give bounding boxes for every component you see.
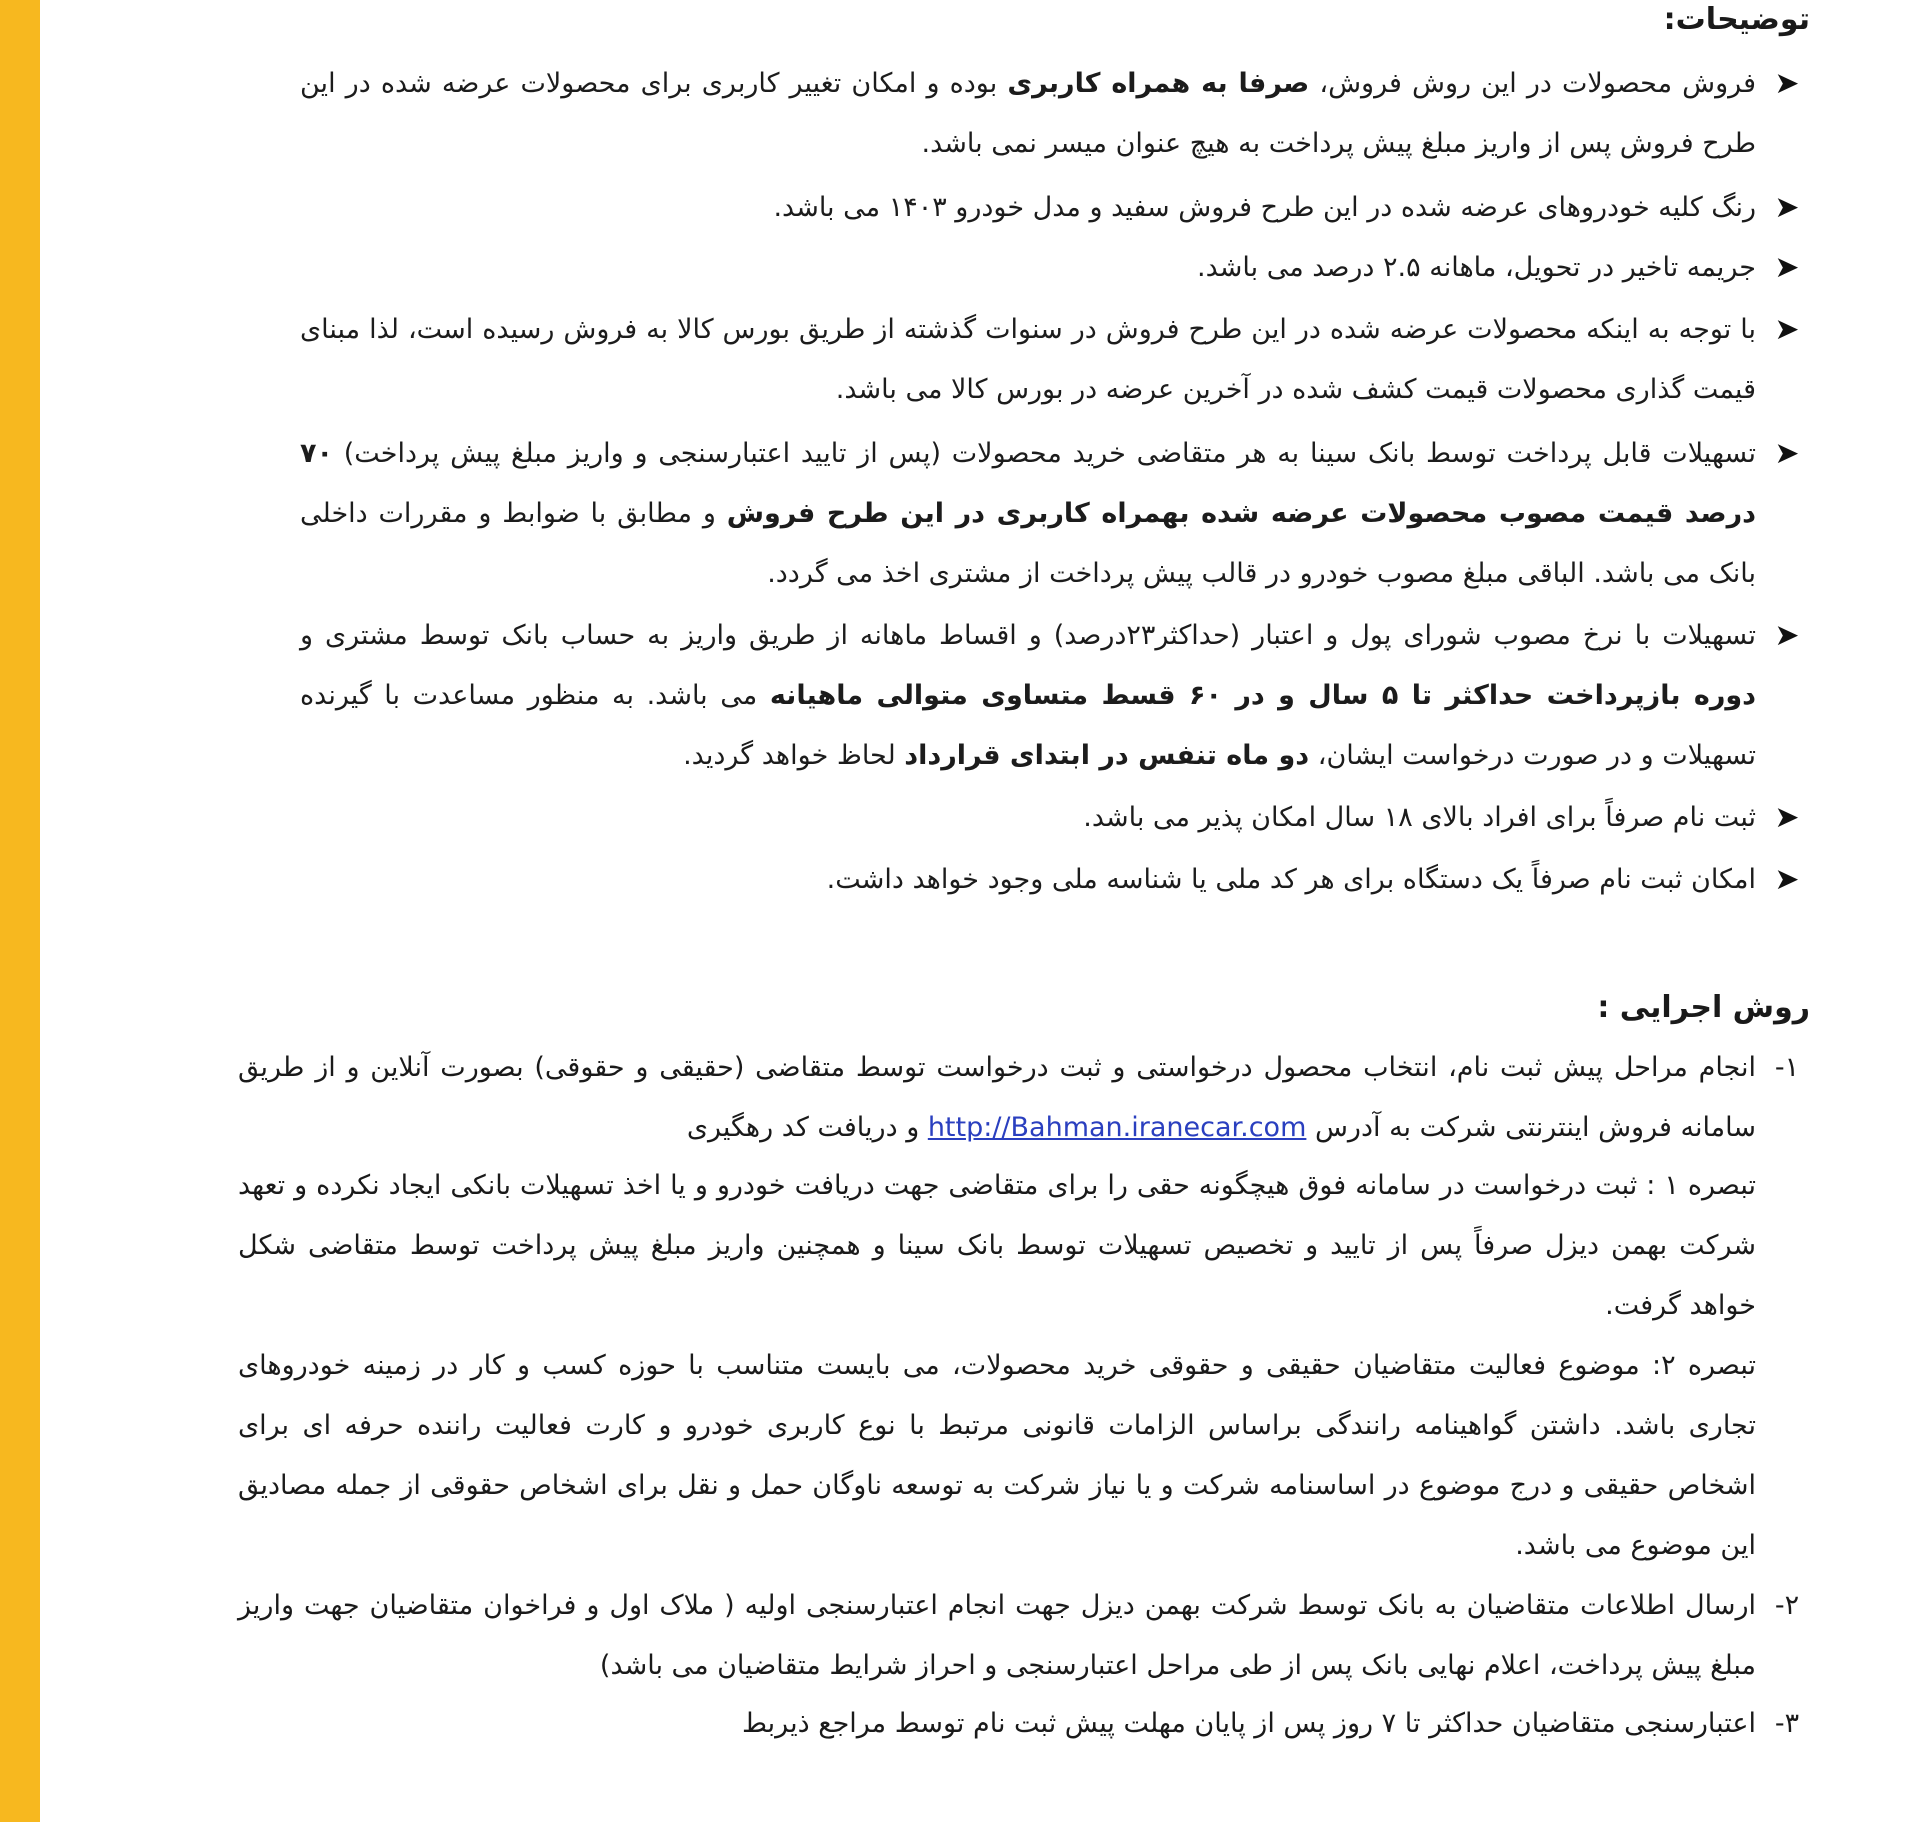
bullet-item-pricing-basis: ➤ با توجه به اینکه محصولات عرضه شده در این طرح فروش در سنوات گذشته از طریق بورس کالا به فروش رسیده است، لذا مبنای قیمت گذاری محصولات قیمت کشف شده در آخرین عرضه در بورس کالا می باشد.	[300, 300, 1818, 420]
arrow-bullet-icon: ➤	[1774, 190, 1800, 225]
note-1: تبصره ۱ : ثبت درخواست در سامانه فوق هیچگونه حقی را برای متقاضی جهت دریافت خودرو و یا اخذ تسهیلات بانکی ایجاد نکرده و تعهد شرکت بهمن دیزل صرفاً پس از تایید و تخصیص تسهیلات توسط بانک سینا و همچنین واریز مبلغ پیش پرداخت توسط متقاضی شکل خواهد گرفت.	[238, 1170, 1757, 1321]
arrow-bullet-icon: ➤	[1774, 800, 1800, 835]
procedure-step-3: ۳- اعتبارسنجی متقاضیان حداکثر تا ۷ روز پس از پایان مهلت پیش ثبت نام توسط مراجع ذیربط	[238, 1694, 1818, 1754]
procedure-step-1: ۱- انجام مراحل پیش ثبت نام، انتخاب محصول درخواستی و ثبت درخواست توسط متقاضی (حقیقی و حقوقی) بصورت آنلاین و از طریق سامانه فروش اینترنتی شرکت به آدرس http://Bahman.iranecar.com و دریافت کد رهگیری	[238, 1038, 1818, 1158]
arrow-bullet-icon: ➤	[1774, 312, 1800, 347]
procedure-title: روش اجرایی :	[1597, 990, 1810, 1025]
step-number: ۱-	[1774, 1052, 1800, 1083]
bullet-item-sale-usage: ➤ فروش محصولات در این روش فروش، صرفا به همراه کاربری بوده و امکان تغییر کاربری برای محصولات عرضه شده در این طرح فروش پس از واریز مبلغ پیش پرداخت به هیچ عنوان میسر نمی باشد.	[300, 54, 1818, 174]
arrow-bullet-icon: ➤	[1774, 250, 1800, 285]
procedure-step-2: ۲- ارسال اطلاعات متقاضیان به بانک توسط شرکت بهمن دیزل جهت انجام اعتبارسنجی اولیه ( ملاک اول و فراخوان متقاضیان جهت واریز مبلغ پیش پرداخت، اعلام نهایی بانک پس از طی مراحل اعتبارسنجی و احراز شرایط متقاضیان می باشد)	[238, 1576, 1818, 1696]
yellow-side-bar	[0, 0, 40, 1822]
step-number: ۲-	[1774, 1590, 1800, 1621]
bullet-item-one-vehicle: ➤ امکان ثبت نام صرفاً یک دستگاه برای هر کد ملی یا شناسه ملی وجود خواهد داشت.	[300, 850, 1818, 910]
bullet-item-age-limit: ➤ ثبت نام صرفاً برای افراد بالای ۱۸ سال امکان پذیر می باشد.	[300, 788, 1818, 848]
arrow-bullet-icon: ➤	[1774, 436, 1800, 471]
bullet-item-delay-penalty: ➤ جریمه تاخیر در تحویل، ماهانه ۲.۵ درصد می باشد.	[300, 238, 1818, 298]
bullet-item-bank-facility: ➤ تسهیلات قابل پرداخت توسط بانک سینا به هر متقاضی خرید محصولات (پس از تایید اعتبارسنجی و واریز مبلغ پیش پرداخت) ۷۰ درصد قیمت مصوب محصولات عرضه شده بهمراه کاربری در این طرح فروش و مطابق با ضوابط و مقررات داخلی بانک می باشد. الباقی مبلغ مصوب خودرو در قالب پیش پرداخت از مشتری اخذ می گردد.	[300, 424, 1818, 604]
arrow-bullet-icon: ➤	[1774, 618, 1800, 653]
bullet-item-repayment: ➤ تسهیلات با نرخ مصوب شورای پول و اعتبار (حداکثر۲۳درصد) و اقساط ماهانه از طریق واریز به حساب بانک توسط مشتری و دوره بازپرداخت حداکثر تا ۵ سال و در ۶۰ قسط متساوی متوالی ماهیانه می باشد. به منظور مساعدت با گیرنده تسهیلات و در صورت درخواست ایشان، دو ماه تنفس در ابتدای قرارداد لحاظ خواهد گردید.	[300, 606, 1818, 786]
step-number: ۳-	[1774, 1708, 1800, 1739]
document-body	[238, 0, 1818, 1822]
note-2: تبصره ۲: موضوع فعالیت متقاضیان حقیقی و حقوقی خرید محصولات، می بایست متناسب با حوزه کسب و کار در زمینه خودروهای تجاری باشد. داشتن گواهینامه رانندگی براساس الزامات قانونی مرتبط با نوع کاربری خودرو و کارت فعالیت راننده حرفه ای برای اشخاص حقیقی و درج موضوع در اساسنامه شرکت و یا نیاز شرکت به توسعه ناوگان حمل و نقل برای اشخاص حقوقی از جمله مصادیق این موضوع می باشد.	[238, 1350, 1756, 1561]
bullet-item-color-model: ➤ رنگ کلیه خودروهای عرضه شده در این طرح فروش سفید و مدل خودرو ۱۴۰۳ می باشد.	[300, 178, 1818, 238]
notes-title: توضیحات:	[1663, 2, 1810, 37]
registration-site-link[interactable]: http://Bahman.iranecar.com	[927, 1112, 1307, 1143]
arrow-bullet-icon: ➤	[1774, 66, 1800, 101]
arrow-bullet-icon: ➤	[1774, 862, 1800, 897]
